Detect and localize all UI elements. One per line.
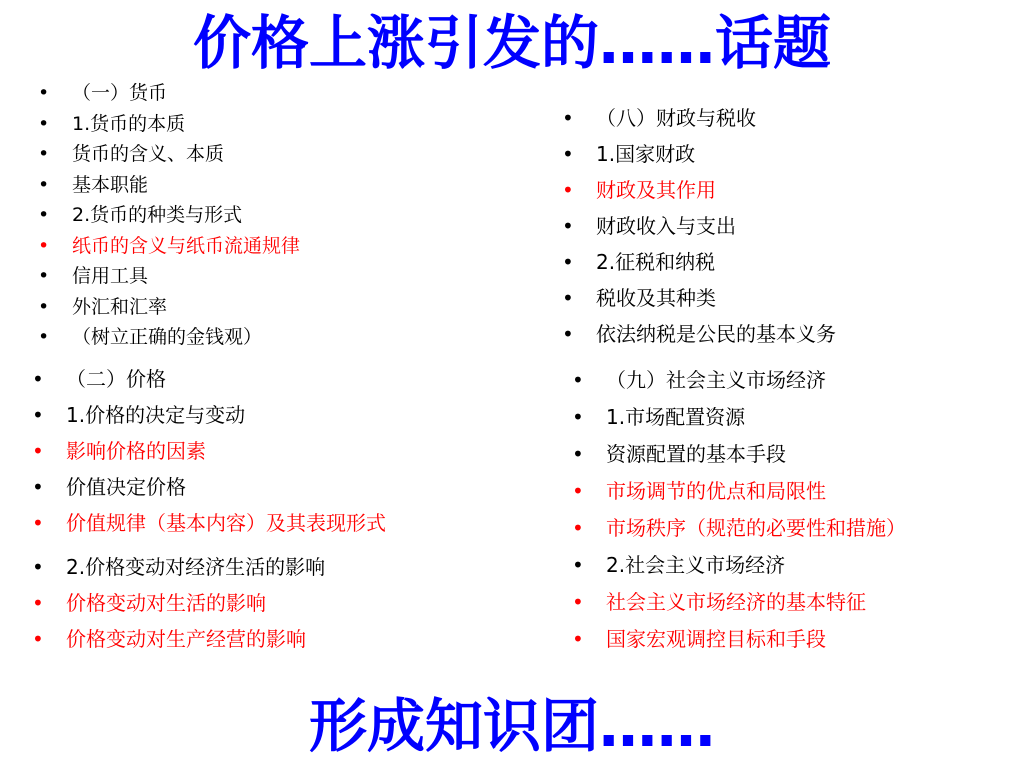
list-item: • 货币的含义、本质 (30, 139, 300, 170)
footer-title: 形成知识团…… (308, 692, 715, 760)
list-item: • 纸币的含义与纸币流通规律 (30, 231, 300, 262)
list-item: • 信用工具 (30, 261, 300, 292)
slide-title: 价格上涨引发的……话题 (192, 9, 831, 77)
list-item: • 依法纳税是公民的基本义务 (554, 316, 836, 352)
list-item: • 价值决定价格 (24, 469, 386, 505)
list-item: • 基本职能 (30, 170, 300, 201)
list-item: • （一）货币 (30, 78, 300, 109)
list-item: • 1.货币的本质 (30, 109, 300, 140)
list-item: • （树立正确的金钱观） (30, 322, 300, 353)
list-item: • （八）财政与税收 (554, 100, 836, 136)
list-item: • 价格变动对生活的影响 (24, 585, 386, 621)
list-item: • 社会主义市场经济的基本特征 (564, 584, 906, 621)
market-economy-topic-list (564, 362, 906, 658)
list-item: • 市场秩序（规范的必要性和措施） (564, 510, 906, 547)
list-item: • 财政及其作用 (554, 172, 836, 208)
list-item: • 外汇和汇率 (30, 292, 300, 323)
list-item: • 资源配置的基本手段 (564, 436, 906, 473)
currency-topic-list (30, 78, 300, 353)
list-item: • （二）价格 (24, 361, 386, 397)
list-item: • 财政收入与支出 (554, 208, 836, 244)
list-item: • 1.国家财政 (554, 136, 836, 172)
list-item: • 价格变动对生产经营的影响 (24, 621, 386, 657)
list-item: • 2.社会主义市场经济 (564, 547, 906, 584)
list-item: • 税收及其种类 (554, 280, 836, 316)
list-item: • 1.价格的决定与变动 (24, 397, 386, 433)
list-item: • （九）社会主义市场经济 (564, 362, 906, 399)
list-item: • 2.价格变动对经济生活的影响 (24, 549, 386, 585)
price-topic-list (24, 361, 386, 657)
list-item: • 2.货币的种类与形式 (30, 200, 300, 231)
list-item: • 价值规律（基本内容）及其表现形式 (24, 505, 386, 541)
list-item: • 国家宏观调控目标和手段 (564, 621, 906, 658)
list-item: • 2.征税和纳税 (554, 244, 836, 280)
list-item: • 影响价格的因素 (24, 433, 386, 469)
finance-topic-list (554, 100, 836, 352)
list-item: • 市场调节的优点和局限性 (564, 473, 906, 510)
list-item: • 1.市场配置资源 (564, 399, 906, 436)
